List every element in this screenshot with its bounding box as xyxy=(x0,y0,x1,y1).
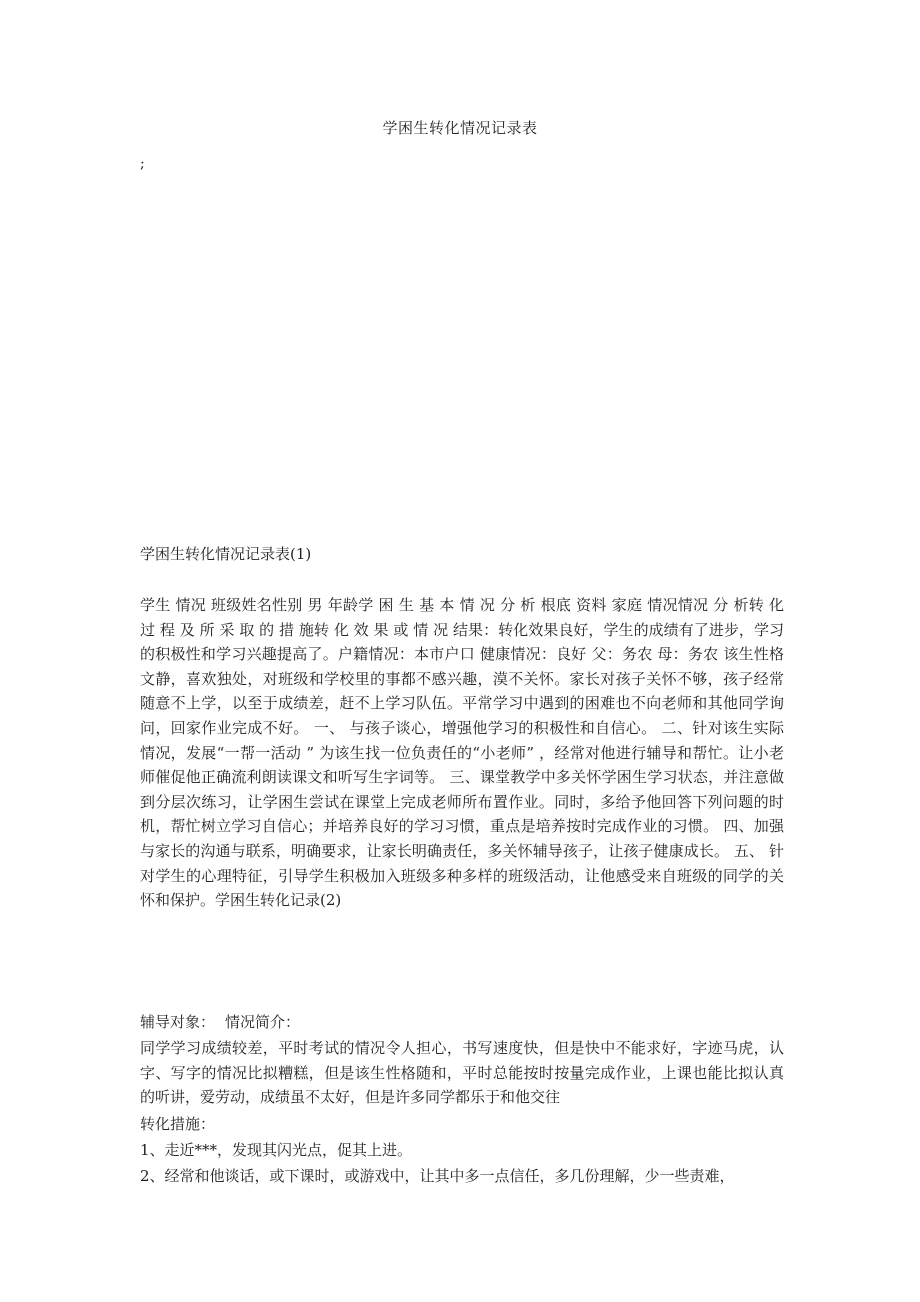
measure-item-2: 2、经常和他谈话，或下课时，或游戏中，让其中多一点信任，多几份理解，少一些责难， xyxy=(140,1167,735,1185)
measure-item-1: 1、走近***，发现其闪光点，促其上进。 xyxy=(140,1141,413,1159)
semicolon-mark: ; xyxy=(140,156,145,172)
section-1-body: 学生 情况 班级姓名性别 男 年龄学 困 生 基 本 情 况 分 析 根底 资料 家庭 情况情况 分 析转 化 过 程 及 所 采 取 的 措 施转 化 效 果 或 情 况 结果：转化效果良好，学生的成绩有了进步，学习的积极性和学习兴趣提高了。户籍情况：本市户口 健康情况：良好 父：务农 母：务农 该生性格文静，喜欢独处，对班级和学校里的事都不感兴趣，漠不关怀。家长对孩子关怀不够，孩子经常随意不上学，以至于成绩差，赶不上学习队伍。平常学习中遇到的困难也不向老师和其他同学询问，回家作业完成不好。 一、 与孩子谈心，增强他学习的积极性和自信心。 二、针对该生实际情况，发展“一帮一活动 ” 为该生找一位负责任的“小老师” ，经常对他进行辅导和帮忙。让小老师催促他正确流利朗读课文和听写生字词等。 三、课堂教学中多关怀学困生学习状态，并注意做到分层次练习，让学困生尝试在课堂上完成老师所布置作业。同时，多给予他回答下列问题的时机，帮忙树立学习自信心；并培养良好的学习习惯，重点是培养按时完成作业的习惯。 四、加强与家长的沟通与联系，明确要求，让家长明确责任，多关怀辅导孩子，让孩子健康成长。 五、 针对学生的心理特征，引导学生积极加入班级多种多样的班级活动，让他感受来自班级的同学的关怀和保护。学困生转化记录(2) xyxy=(140,596,784,910)
document-title: 学困生转化情况记录表 xyxy=(382,119,538,137)
measures-label: 转化措施： xyxy=(140,1115,216,1133)
intro-body: 同学学习成绩较差，平时考试的情况令人担心，书写速度快，但是快中不能求好，字迹马虎，认字、写字的情况比拟糟糕，但是该生性格随和，平时总能按时按量完成作业，上课也能比拟认真的听讲，爱劳动，成绩虽不太好，但是许多同学都乐于和他交往 xyxy=(140,1039,784,1107)
target-label: 辅导对象： xyxy=(140,1013,216,1031)
target-intro-line xyxy=(140,1011,300,1032)
section-1-heading: 学困生转化情况记录表(1) xyxy=(140,545,312,563)
intro-label: 情况简介： xyxy=(225,1013,301,1031)
